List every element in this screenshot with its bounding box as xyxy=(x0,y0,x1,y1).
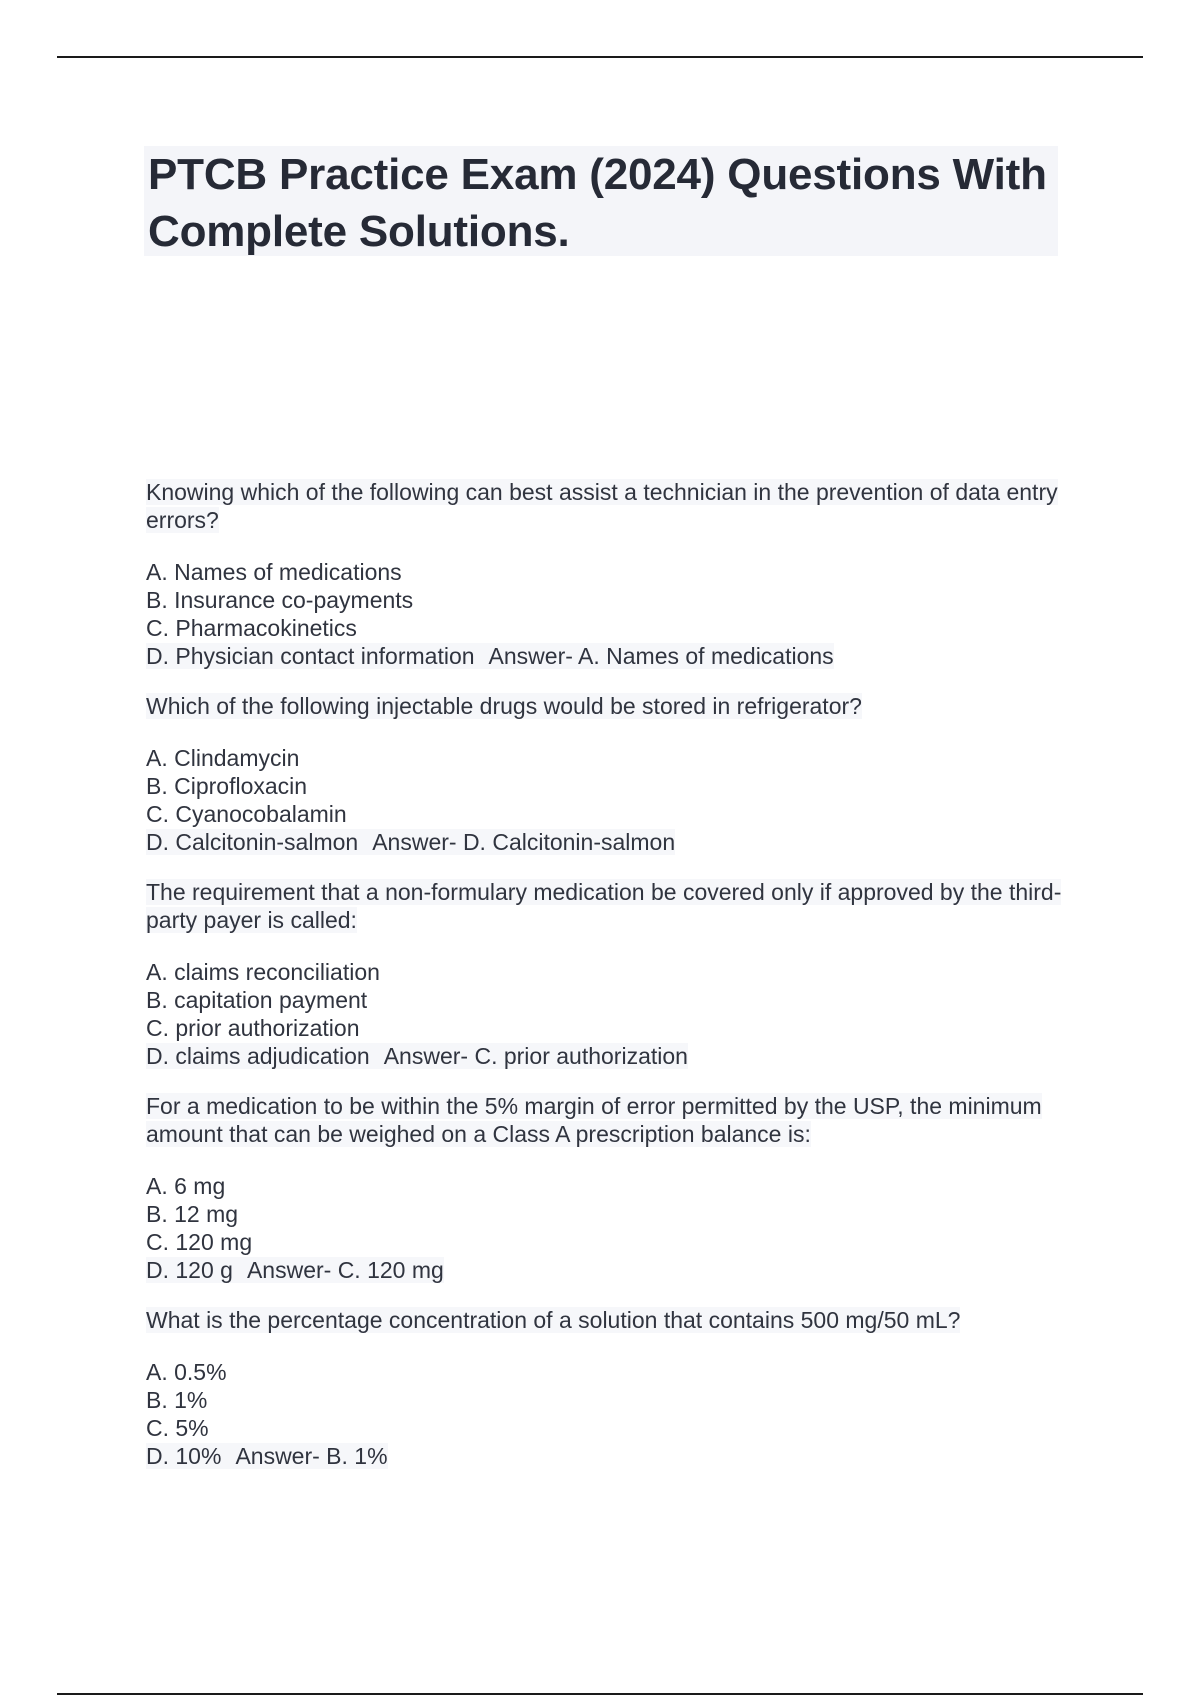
question-text: Knowing which of the following can best assist a technician in the prevention of data entry errors? xyxy=(146,479,1058,533)
answer-options xyxy=(146,958,1076,1070)
option-d-with-answer xyxy=(146,1442,1076,1470)
bottom-divider xyxy=(57,1693,1143,1695)
option-b: B. Insurance co-payments xyxy=(146,587,414,613)
page-title: PTCB Practice Exam (2024) Questions With Complete Solutions. xyxy=(148,150,1047,256)
option-d-with-answer xyxy=(146,1042,1076,1070)
answer-options xyxy=(146,558,1076,670)
question-text: The requirement that a non-formulary medication be covered only if approved by the third-party payer is called: xyxy=(146,879,1062,933)
option-d: D. 120 g xyxy=(146,1257,233,1283)
answer-text: Answer- A. Names of medications xyxy=(488,643,834,669)
option-d: D. Physician contact information xyxy=(146,643,475,669)
answer-options xyxy=(146,1358,1076,1470)
option-c: C. Pharmacokinetics xyxy=(146,615,357,641)
option-b: B. capitation payment xyxy=(146,987,368,1013)
answer-text: Answer- B. 1% xyxy=(235,1443,388,1469)
option-d-with-answer xyxy=(146,642,1076,670)
option-d: D. 10% xyxy=(146,1443,222,1469)
option-a: A. 6 mg xyxy=(146,1173,226,1199)
top-divider xyxy=(57,56,1143,58)
answer-options xyxy=(146,1172,1076,1284)
option-c: C. 120 mg xyxy=(146,1229,253,1255)
option-b: B. Ciprofloxacin xyxy=(146,773,308,799)
question-text: Which of the following injectable drugs would be stored in refrigerator? xyxy=(146,693,862,719)
option-d-with-answer xyxy=(146,1256,1076,1284)
answer-text: Answer- D. Calcitonin-salmon xyxy=(372,829,676,855)
option-d: D. Calcitonin-salmon xyxy=(146,829,359,855)
option-a: A. Clindamycin xyxy=(146,745,300,771)
option-d-with-answer xyxy=(146,828,1076,856)
question-item xyxy=(146,1306,1076,1470)
option-a: A. claims reconciliation xyxy=(146,959,380,985)
answer-options xyxy=(146,744,1076,856)
option-b: B. 12 mg xyxy=(146,1201,239,1227)
option-a: A. 0.5% xyxy=(146,1359,227,1385)
question-item xyxy=(146,692,1076,856)
option-d: D. claims adjudication xyxy=(146,1043,370,1069)
option-b: B. 1% xyxy=(146,1387,208,1413)
answer-text: Answer- C. 120 mg xyxy=(246,1257,444,1283)
title-block xyxy=(144,146,1058,256)
question-text: For a medication to be within the 5% margin of error permitted by the USP, the minimum amount that can be weighed on a Class A prescription balance is: xyxy=(146,1093,1042,1147)
question-item xyxy=(146,878,1076,1070)
question-item xyxy=(146,1092,1076,1284)
option-c: C. 5% xyxy=(146,1415,209,1441)
option-c: C. Cyanocobalamin xyxy=(146,801,347,827)
option-a: A. Names of medications xyxy=(146,559,402,585)
option-c: C. prior authorization xyxy=(146,1015,360,1041)
answer-text: Answer- C. prior authorization xyxy=(383,1043,688,1069)
question-list xyxy=(146,478,1076,1492)
question-item xyxy=(146,478,1076,670)
question-text: What is the percentage concentration of a solution that contains 500 mg/50 mL? xyxy=(146,1307,961,1333)
